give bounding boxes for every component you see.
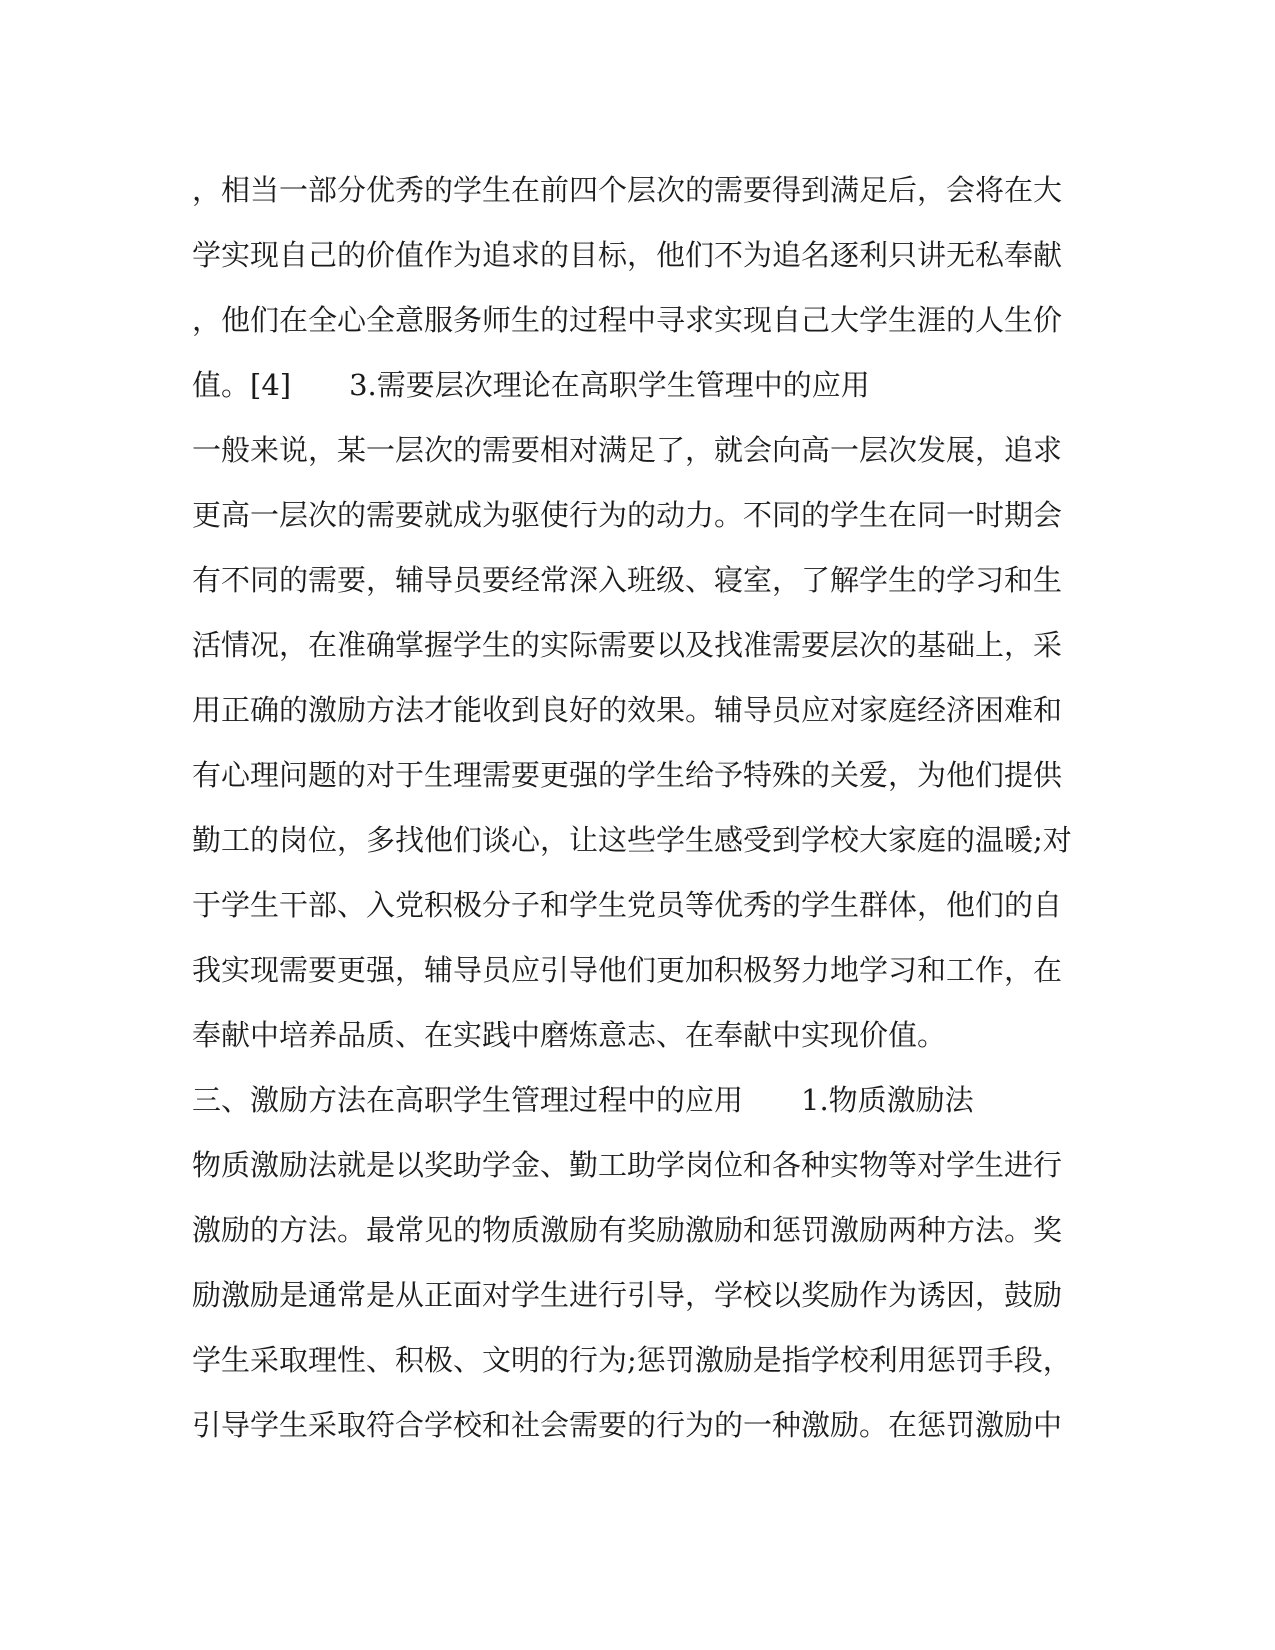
text-line: 活情况，在准确掌握学生的实际需要以及找准需要层次的基础上，采 xyxy=(192,628,1063,662)
text-line: 激励的方法。最常见的物质激励有奖励激励和惩罚激励两种方法。奖 xyxy=(192,1213,1063,1247)
text-line: 引导学生采取符合学校和社会需要的行为的一种激励。在惩罚激励中 xyxy=(192,1408,1063,1442)
text-line: 一般来说，某一层次的需要相对满足了，就会向高一层次发展，追求 xyxy=(192,433,1063,467)
text-line: 我实现需要更强，辅导员应引导他们更加积极努力地学习和工作，在 xyxy=(192,953,1063,987)
text-line: ，他们在全心全意服务师生的过程中寻求实现自己大学生涯的人生价 xyxy=(192,303,1063,337)
text-line: 学实现自己的价值作为追求的目标，他们不为追名逐利只讲无私奉献 xyxy=(192,238,1063,272)
text-line: 于学生干部、入党积极分子和学生党员等优秀的学生群体，他们的自 xyxy=(192,888,1063,922)
text-line: 励激励是通常是从正面对学生进行引导，学校以奖励作为诱因，鼓励 xyxy=(192,1278,1063,1312)
text-line: 有不同的需要，辅导员要经常深入班级、寝室，了解学生的学习和生 xyxy=(192,563,1063,597)
text-line: 勤工的岗位，多找他们谈心，让这些学生感受到学校大家庭的温暖;对 xyxy=(192,823,1072,857)
text-line: 物质激励法就是以奖助学金、勤工助学岗位和各种实物等对学生进行 xyxy=(192,1148,1063,1182)
text-line: 奉献中培养品质、在实践中磨炼意志、在奉献中实现价值。 xyxy=(192,1018,947,1052)
text-line: 更高一层次的需要就成为驱使行为的动力。不同的学生在同一时期会 xyxy=(192,498,1063,532)
text-line: 三、激励方法在高职学生管理过程中的应用 1.物质激励法 xyxy=(192,1083,974,1117)
body-text xyxy=(192,158,1092,1458)
text-line: 学生采取理性、积极、文明的行为;惩罚激励是指学校利用惩罚手段， xyxy=(192,1343,1072,1377)
text-line: ，相当一部分优秀的学生在前四个层次的需要得到满足后，会将在大 xyxy=(192,173,1063,207)
text-line: 值。[4] 3.需要层次理论在高职学生管理中的应用 xyxy=(192,368,870,402)
text-line: 用正确的激励方法才能收到良好的效果。辅导员应对家庭经济困难和 xyxy=(192,693,1063,727)
text-line: 有心理问题的对于生理需要更强的学生给予特殊的关爱，为他们提供 xyxy=(192,758,1063,792)
